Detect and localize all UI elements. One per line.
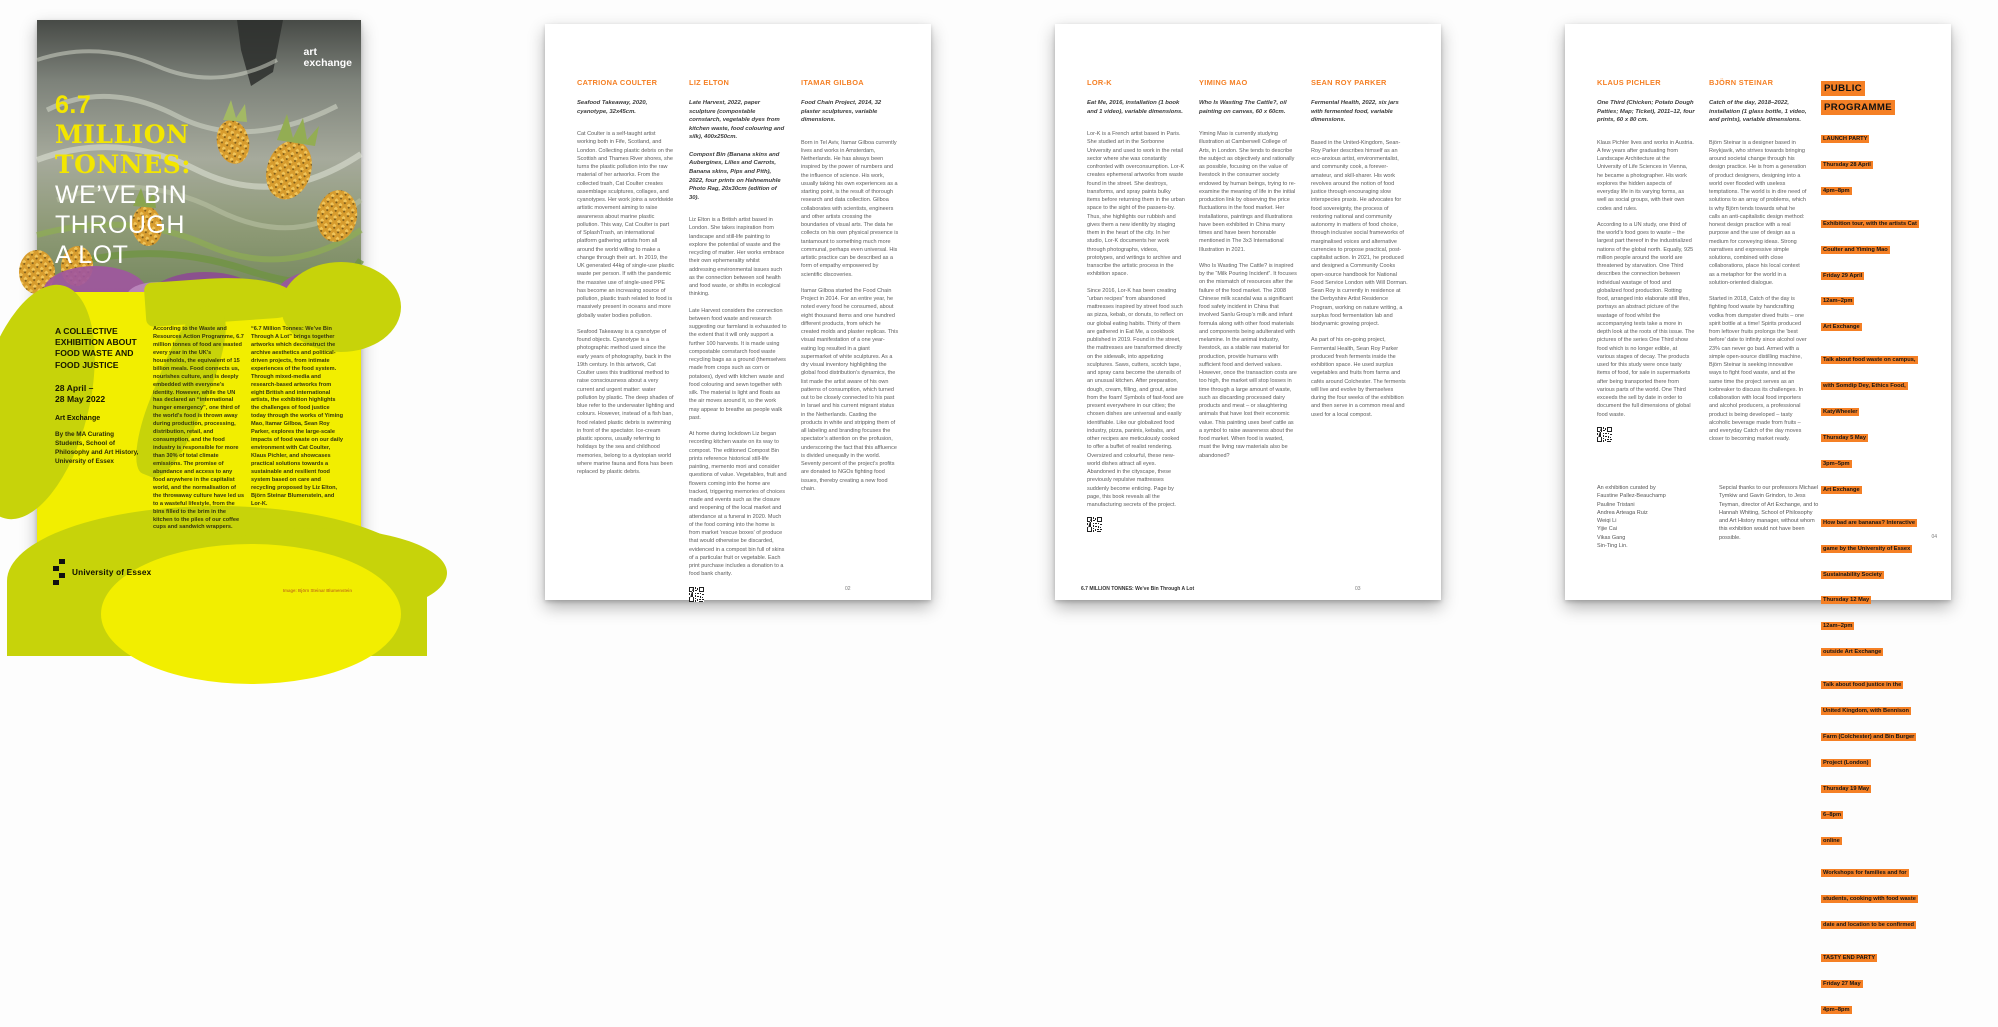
artist-name: KLAUS PICHLER: [1597, 78, 1661, 87]
qr-code: [1087, 517, 1102, 532]
poster-title-yellow: [55, 90, 191, 180]
curator-credit-line: Vikas Gang: [1597, 534, 1626, 541]
programme-event-line: Talk about food waste on campus, with Somdip Dey, Ethics Food, KatyWheeler: [1823, 357, 1916, 416]
qr-code-icon: [1087, 517, 1102, 532]
programme-event-line: Friday 27 May: [1823, 981, 1861, 988]
programme-event-line: Art Exchange: [1823, 486, 1860, 493]
artist-columns: [545, 24, 931, 602]
artist-name: YIMING MAO: [1199, 78, 1248, 87]
university-name: University of Essex: [72, 567, 152, 577]
programme-event: [1821, 208, 1919, 338]
programme-title: [1821, 78, 1919, 116]
art-exchange-logo-line: art: [303, 46, 317, 58]
artist-name: CATRIONA COULTER: [577, 78, 658, 87]
body-paragraph: Cat Coulter is a self-taught artist working both in Fife, Scotland, and London. Collecting plastic debris on the Scottish and Thames River shores, she turns the plastic pollution into the raw material of her artworks. From the collected trash, Cat Coulter creates assemblage sculptures, collages, and cyanotypes. Her work joins a worldwide artistic movement aiming to raise awareness about marine plastic pollution. This way, Cat Coulter is part of SplashTrash, an international platform gathering artists from all around the world willing to make a change through their art. In 2019, the UK generated 44kg of single-use plastic waste per person. If with the pandemic the massive use of single-used PPE has become an increasing source of pollution, plastic trash related to food is massively present in oceans and more globally water bodies pollution.: [577, 131, 675, 319]
artist-column: [1311, 78, 1409, 532]
body-paragraph: Yiming Mao is currently studying illustration at Camberwell College of Arts, in London. She tends to describe the subject as objectively and rationally as possible, focusing on the value of livestock in the consumer society endowed by human beings, trying to re-examine the meaning of life in the initial production link by observing the price fluctuations in the food market. Her installations, paintings and illustrations have been exhibited in China many times and have been honorable mentioned in The 3x3 International Illustration in 2021.: [1199, 131, 1296, 253]
programme-event-line: Friday 29 April: [1823, 272, 1863, 279]
curator-credit-line: Pauline Tristani: [1597, 501, 1635, 508]
artist-column: [689, 78, 787, 602]
body-paragraph: Liz Elton is a British artist based in London. She takes inspiration from landscape and still-life painting to explore the potential of waste and the recycling of matter. Her works embrace their own ephemerality whilst addressing environmental issues such as the connection between soil health and food waste, or shifts in ecological thinking.: [689, 217, 785, 298]
artist-name: SEAN ROY PARKER: [1311, 78, 1387, 87]
poster-title: [55, 90, 191, 270]
programme-event-line: LAUNCH PARTY: [1823, 136, 1868, 142]
exhibition-date-line: 28 April –: [55, 382, 94, 393]
curator-credit-line: Faustine Pallez-Beauchamp: [1597, 493, 1666, 500]
poster-title-line: WE’VE BIN: [55, 181, 188, 209]
programme-event-line: Thursday 5 May: [1823, 434, 1866, 441]
programme-event: [1821, 123, 1919, 201]
programme-event: [1821, 344, 1919, 499]
artwork-caption: Fermental Health, 2022, six jars with fermented food, variable dimensions.: [1311, 100, 1399, 124]
exhibition-dates: [55, 383, 151, 405]
exhibition-date-line: 28 May 2022: [55, 393, 106, 404]
catalog-page-4: [1565, 24, 1951, 1013]
exhibition-subtitle: A COLLECTIVE EXHIBITION ABOUT FOOD WASTE AND FOOD JUSTICE: [55, 326, 137, 370]
body-paragraph: Itamar Gilboa started the Food Chain Project in 2014. For an entire year, he noted every food he consumed, about eight thousand items and one hundred different products, from which he created molds and plaster replicas. This visual manifestation of a one year-eating log resulted in a giant supermarket of white sculptures. As a dry visual inventory highlighting the global food distribution’s dynamics, the list made the artist aware of his own patterns of consumption, which turned out to be closely connected to his past in Israel and his current migrant status in the Netherlands. Casting the products in white and stripping them of all labeling and branding focuses the spectator’s attention on the profusion, underscoring the fact that this affluence is divided unequally in the world. Seventy percent of the project’s profits are donated to NGOs fighting food issues, thereby creating a new food chain.: [801, 287, 899, 492]
art-exchange-logo: [304, 47, 352, 70]
artist-name: ITAMAR GILBOA: [801, 78, 864, 87]
body-paragraph: Late Harvest considers the connection between food waste and research suggesting our farmland is exhausted to the extent that it will only support a further 100 harvests. It is made using compostable cornstarch food waste recycling bags as a ground (themselves made from crops such as corn or potatoes), dyed with kitchen waste and food colouring and sewn together with silk. The material is light and floats as the air moves around it, so the work may appear to breathe as people walk past.: [689, 307, 787, 421]
poster-title-line: MILLION: [55, 120, 190, 149]
programme-event-line: online: [1823, 837, 1840, 844]
essex-squares-icon: [53, 559, 66, 585]
credits-block: [1597, 484, 1919, 550]
programme-event-line: TASTY END PARTY: [1823, 955, 1876, 962]
poster-yellow-panel: [37, 292, 361, 598]
curator-credit-line: Sin-Ting Lin.: [1597, 542, 1628, 549]
programme-event-line: outside Art Exchange: [1823, 649, 1882, 656]
programme-event-line: Thursday 12 May: [1823, 597, 1870, 604]
body-paragraph: Born in Tel Aviv, Itamar Gilboa currently lives and works in Amsterdam, Netherlands. He has always been inspired by the power of numbers and the influence of science. His work, usually taking his own experiences as a starting point, is the result of thorough research and data collection. Gilboa collaborates with scientists, engineers and other artists crossing the boundaries of visual arts. The data he collects on his own physical presence is tantamount to something much more communal, perhaps even universal. His artistic practice can be described as a form of empathy empowered by scientific discoveries.: [801, 139, 899, 278]
curator-credit-line: Weiqi Li: [1597, 518, 1617, 524]
body-paragraph: Who Is Wasting The Cattle? is inspired by the “Milk Pouring Incident”. It focuses on the mismatch of resources after the failure of the food market. The 2008 Chinese milk scandal was a significant food safety incident in China that involved Sanlu Group’s milk and infant formula along with other food materials and components being adulterated with melamine. In the animal industry, livestock, as a stable raw material for production, provide humans with sufficient food and derived values. However, once the transaction costs are too high, the market will stop losses in time through a large amount of waste, such as discarding processed dairy products and meat – or slaughtering animals that have lost their economic value. This painting uses beef cattle as a symbol to raise awareness about the food market. When food is wasted, must the living raw materials also be abandoned?: [1199, 262, 1297, 459]
qr-code: [689, 587, 704, 602]
programme-events: [1821, 123, 1919, 1020]
artwork-caption: Eat Me, 2016, installation (1 book and 1 video), variable dimensions.: [1087, 100, 1183, 115]
page-number: 03: [1355, 586, 1361, 592]
programme-event-line: Art Exchange: [1823, 324, 1860, 331]
artwork-caption: Seafood Takeaway, 2020, cyanotype, 32x45cm.: [577, 100, 648, 115]
artwork-caption: Food Chain Project, 2014, 32 plaster sculptures, variable dimensions.: [801, 100, 882, 124]
programme-event-line: Thursday 28 April: [1823, 161, 1871, 168]
artwork-caption: Compost Bin (Banana skins and Aubergines, Lilies and Carrots, Banana skins, Pips and Pith), 2022, four prints on Hahnemuhle Photo Rag, 20x30cm (edition of 30).: [689, 151, 781, 201]
programme-event-line: Workshops for families and for students, cooking with food waste: [1823, 870, 1916, 903]
body-paragraph: As part of his on-going project, Fermental Health, Sean Roy Parker produced fresh ferments inside the exhibition space. He used surplus vegetables and fruits from farms and cafés around Colchester. The ferments will live and evolve by themselves during the four weeks of the exhibition and then serve in a common meal and used for a local compost.: [1311, 337, 1406, 418]
page-number: 02: [845, 586, 851, 592]
artist-name: LOR-K: [1087, 78, 1112, 87]
programme-event-line: 3pm–5pm: [1823, 460, 1850, 467]
public-programme: [1821, 78, 1919, 1027]
body-paragraph: Based in the United-Kingdom, Sean-Roy Parker describes himself as an eco-anxious artist, environmentalist, and community cook, a forever-amateur, and skill-sharer. His work revolves around the notion of food justice through encouraging slow interspecies praxis. He advocates for food sovereignty, the process of restoring national and community autonomy in matters of food choice, through inclusive social frameworks of marginalised voices and alternative currencies to propose practical, post-capitalist action. In 2021, he produced and designed a Community Cooks open-source handbook for National Food Service London with Will Dorman. Sean Roy is currently in residence at the Derbyshire Artist Residence Program, working on nature writing, a surplus food fermentation lab and biodynamic growing project.: [1311, 139, 1408, 328]
curator-credit-line: Andrea Arteaga Ruiz: [1597, 509, 1648, 516]
poster-title-line: THROUGH: [55, 211, 185, 239]
poster-intro-right: “6.7 Million Tonnes: We’ve Bin Through A Lot” brings together artworks which deconstruct the archive aesthetics and political-driven projects, from intimate experiences of the food system. Through mixed-media and research-based artworks from eight British and international artists, the exhibition highlights the challenges of food justice today through the works of Yiming Mao, Itamar Gilboa, Sean Roy Parker, explores the large-scale impacts of food waste on our daily environment with Cat Coulter, Klaus Pichler, and showcases practical solutions towards a sustainable and resilient food system based on care and recycling proposed by Liz Elton, Björn Steinar Blumenstein, and Lor-K.: [251, 326, 343, 507]
footer-running-title: 6.7 MILLION TONNES: We've Bin Through A Lot: [1081, 586, 1195, 592]
artist-column: [1199, 78, 1297, 532]
poster-left-column: [55, 326, 151, 532]
poster-title-line: 6.7: [55, 91, 92, 119]
artist-column: [577, 78, 675, 602]
body-paragraph: Started in 2018, Catch of the day is fighting food waste by handcrafting vodka from dumpster dived fruits – one spirit bottle at a time! Spirits produced from leftover fruits prolongs the 'best before' date to infinity since alcohol over 23% can never go bad. Armed with a simple open-source distilling machine, Björn Steinar is seeking innovative ways to fight food waste, and at the same time the project serves as an icebreaker to discuss its challenges. In collaboration with local food importers and alcohol producers, a professional product is being developed – tasty alcoholic beverage made from fruits – and everyday Catch of the day moves closer to becoming market ready.: [1709, 296, 1807, 443]
art-exchange-logo-line: exchange: [303, 57, 352, 70]
programme-title-line: PROGRAMME: [1821, 100, 1895, 115]
poster-title-line: A LOT: [55, 241, 129, 269]
curator-credit-line: Yijie Cai: [1597, 526, 1617, 533]
programme-title-line: PUBLIC: [1821, 81, 1865, 96]
university-of-essex-logo: [53, 559, 151, 585]
poster-page: [37, 20, 361, 598]
body-paragraph: Klaus Pichler lives and works in Austria. A few years after graduating from Landscape Architecture at the University of Life Sciences in Vienna, he became a photographer. His work explores the hidden aspects of everyday life in its varying forms, as well as social groups, with their own codes and rules.: [1597, 139, 1694, 212]
artwork-caption: Catch of the day, 2018–2022, installation (1 glass bottle, 1 video, and prints), variable dimensions.: [1709, 100, 1807, 124]
programme-event-line: 4pm–8pm: [1823, 187, 1850, 194]
artist-name: LIZ ELTON: [689, 78, 730, 87]
poster-text-columns: [55, 326, 347, 532]
programme-event-line: 4pm–8pm: [1823, 1007, 1850, 1013]
body-paragraph: Seafood Takeaway is a cyanotype of found objects. Cyanotype is a photographic method used since the early years of photography, back in the 19th century. In this artwork, Cat Coulter uses this traditional method to raise consciousness about a very current and urgent matter: water pollution by plastic. The deep shades of blue refer to the underwater lighting and colours. However, instead of a fish ban, food related plastic debris is swimming in front of the spectator. Ice-cream plastic spoons, usually referring to holidays by the sea and childhood memories, belong to a dystopian world where marine fauna and flora has been replaced by plastic debris.: [577, 328, 675, 476]
thanks-credits: Sepcial thanks to our professors Michael Tymkiw and Gavin Grindon, to Jess Teyman, director of Art Exchange, and to Hannah Whiting, School of Philosophy and Art History manager, without whom this exhibition would not have been possible.: [1719, 485, 1819, 541]
body-paragraph: At home during lockdown Liz began recording kitchen waste on its way to compost. The editioned Compost Bin prints reference historical still-life painting, memento mori and consider questions of value. Vegetables, fruit and flowers coming into the home are tracked, triggering memories of choices made and events such as the closure and reopening of the local market and attendance at a funeral in 2020. Much of the food coming into the home is from market 'rescue boxes' of produce that would otherwise be discarded, evidenced in a compost bin full of skins of a particular fruit or vegetable. Each print purchase includes a donation to a food bank charity.: [689, 431, 787, 578]
qr-code-icon: [689, 587, 704, 602]
programme-event-line: How bad are bananas? Interactive game by the University of Essex Sustainability Society: [1823, 519, 1915, 578]
body-paragraph: Lor-K is a French artist based in Paris. She studied art in the Sorbonne University and used to work in the retail sector where she was constantly confronted with overconsumption. Lor-K creates ephemeral artworks from waste found in the street. She destroys, transforms, and spray paints bulky items before returning them in the urban space to the sight of the passers-by. Thus, she highlights our rubbish and gives them a new identity by staging them in the heart of the city. In her studio, Lor-K documents her work through photographs, videos, prototypes, and writings to archive and transcribe the artistic process in the exhibition space.: [1087, 131, 1185, 278]
poster-title-line: TONNES:: [55, 150, 191, 179]
artist-columns: [1055, 24, 1441, 532]
curator-credit-line: An exhibition curated by: [1597, 485, 1656, 491]
page-number: 04: [1931, 534, 1937, 540]
programme-event-line: Thursday 19 May: [1823, 785, 1870, 792]
programme-event-line: 6–8pm: [1823, 811, 1842, 818]
body-paragraph: According to a UN study, one third of the world’s food goes to waste – the largest part thereof in the industrialized nations of the global north. Equally, 925 million people around the world are threatened by starvation. One Third describes the connection between individual wastage of food and globalized food production. Rotting food, arranged into elaborate still lifes, portrays an abstract picture of the wastage of food whilst the accompanying texts take a more in depth look at the roots of this issue. The pictures of the series One Third show food which is no longer edible, at various stages of decay. The products used for this study were once tasty items of food, for sale in supermarkets after being transported there from various parts of the world. One Third exceeds the sell by date in order to document the full dimensions of global food waste.: [1597, 221, 1695, 418]
artwork-caption: Late Harvest, 2022, paper sculpture (compostable cornstarch, vegetable dyes from kitchen waste, food colouring and silk), 400x250cm.: [689, 100, 785, 141]
qr-code-icon: [1597, 427, 1612, 442]
programme-event-line: 12am–2pm: [1823, 623, 1853, 630]
artwork-caption: One Third (Chicken; Potato Dough Patties; Map; Ticket), 2011–12, four prints, 60 x 80 cm.: [1597, 100, 1695, 124]
image-credit: Image: Björn Steinar Blumenstein: [282, 588, 352, 593]
programme-event: [1821, 669, 1919, 850]
programme-event-line: date and location to be confirmed: [1823, 922, 1915, 929]
artist-column: [1087, 78, 1185, 532]
programme-event-line: 12am–2pm: [1823, 298, 1853, 305]
poster-intro-left: According to the Waste and Resources Action Programme, 6.7 million tonnes of food are wasted every year in the UK’s households, the equivalent of 15 billion meals. Food connects us, nourishes culture, and is deeply embedded with everyone’s identity. However, while the UN has declared an “international hunger emergency”, one third of the world’s food is thrown away during production, processing, distribution, retail, and consumption, and the food industry is responsible for more than 30% of total climate emissions. The promise of abundance and access to any food anywhere in the capitalist world, and the normalisation of the throwaway culture have led us to a wasteful lifestyle, from the bins filled to the brim in the kitchen to the piles of our coffee cups and sandwich wrappers.: [153, 326, 245, 531]
body-paragraph: Björn Steinar is a designer based in Reykjavik, who strives towards bringing around societal change through his design practice. He is from a generation of product designers, designing into a world over flooded with useless temptations. The world is in dire need of solutions to an array of problems, which is why Björn tends towards what he calls an anti-capitalistic design method: honest design practice with a real purpose and the use of design as a medium for conveying ideas. Strong narratives and expressive simple solutions, combined with close collaborations, place his local context as a metaphor for the world in a solution-oriented dialogue.: [1709, 139, 1807, 286]
artist-column: [801, 78, 899, 602]
artist-column: [1597, 78, 1695, 1027]
qr-code: [1597, 427, 1612, 442]
programme-event-line: Exhibition tour, with the artists Cat Coulter and Yiming Mao: [1823, 220, 1917, 253]
body-paragraph: Since 2016, Lor-K has been creating “urban recipes” from abandoned mattresses inspired by street food such as pizza, kebab, or donuts, to reflect on our global eating habits. Thirty of them are gathered in Eat Me, a cookbook published in 2019. Found in the street, the mattresses are transformed directly on the sidewalk, into appetizing sculptures. Saws, cutters, scotch tape, and spray cans become the utensils of an unusual kitchen. After preparation, dough, cream, filling, and grout, arise from the foam! Symbols of fast-food are present everywhere in our cities; the chosen dishes are universal and easily identifiable. Like our globalized food industry, pizza, paninis, kebabs, and other recipes are meticulously cooked to offer a buffet of realist rendering. Oversized and colourful, these new-world dishes attract all eyes. Abandoned in the cityscape, these previously repulsive mattresses suddenly become enticing. Page by page, this book reveals all the manufacturing secrets of the project.: [1087, 287, 1184, 509]
catalog-page-2: [545, 24, 931, 600]
venue-name: Art Exchange: [55, 415, 101, 423]
programme-event-line: Talk about food justice in the United Kingdom, with Bennison Farm (Colchester) and Bin Burger Project (London): [1823, 682, 1915, 766]
artist-column: [1709, 78, 1807, 1027]
curators-byline: By the MA Curating Students, School of Philosophy and Art History, University of Essex: [55, 431, 139, 465]
curator-credits: [1597, 484, 1709, 550]
artwork-caption: Who Is Wasting The Cattle?, oil painting on canvas, 60 x 60cm.: [1199, 100, 1287, 115]
poster-title-white: [55, 180, 191, 270]
programme-event: [1821, 857, 1919, 935]
programme-event: [1821, 942, 1919, 1020]
artist-name: BJÖRN STEINAR: [1709, 78, 1774, 87]
catalog-page-3: [1055, 24, 1441, 600]
